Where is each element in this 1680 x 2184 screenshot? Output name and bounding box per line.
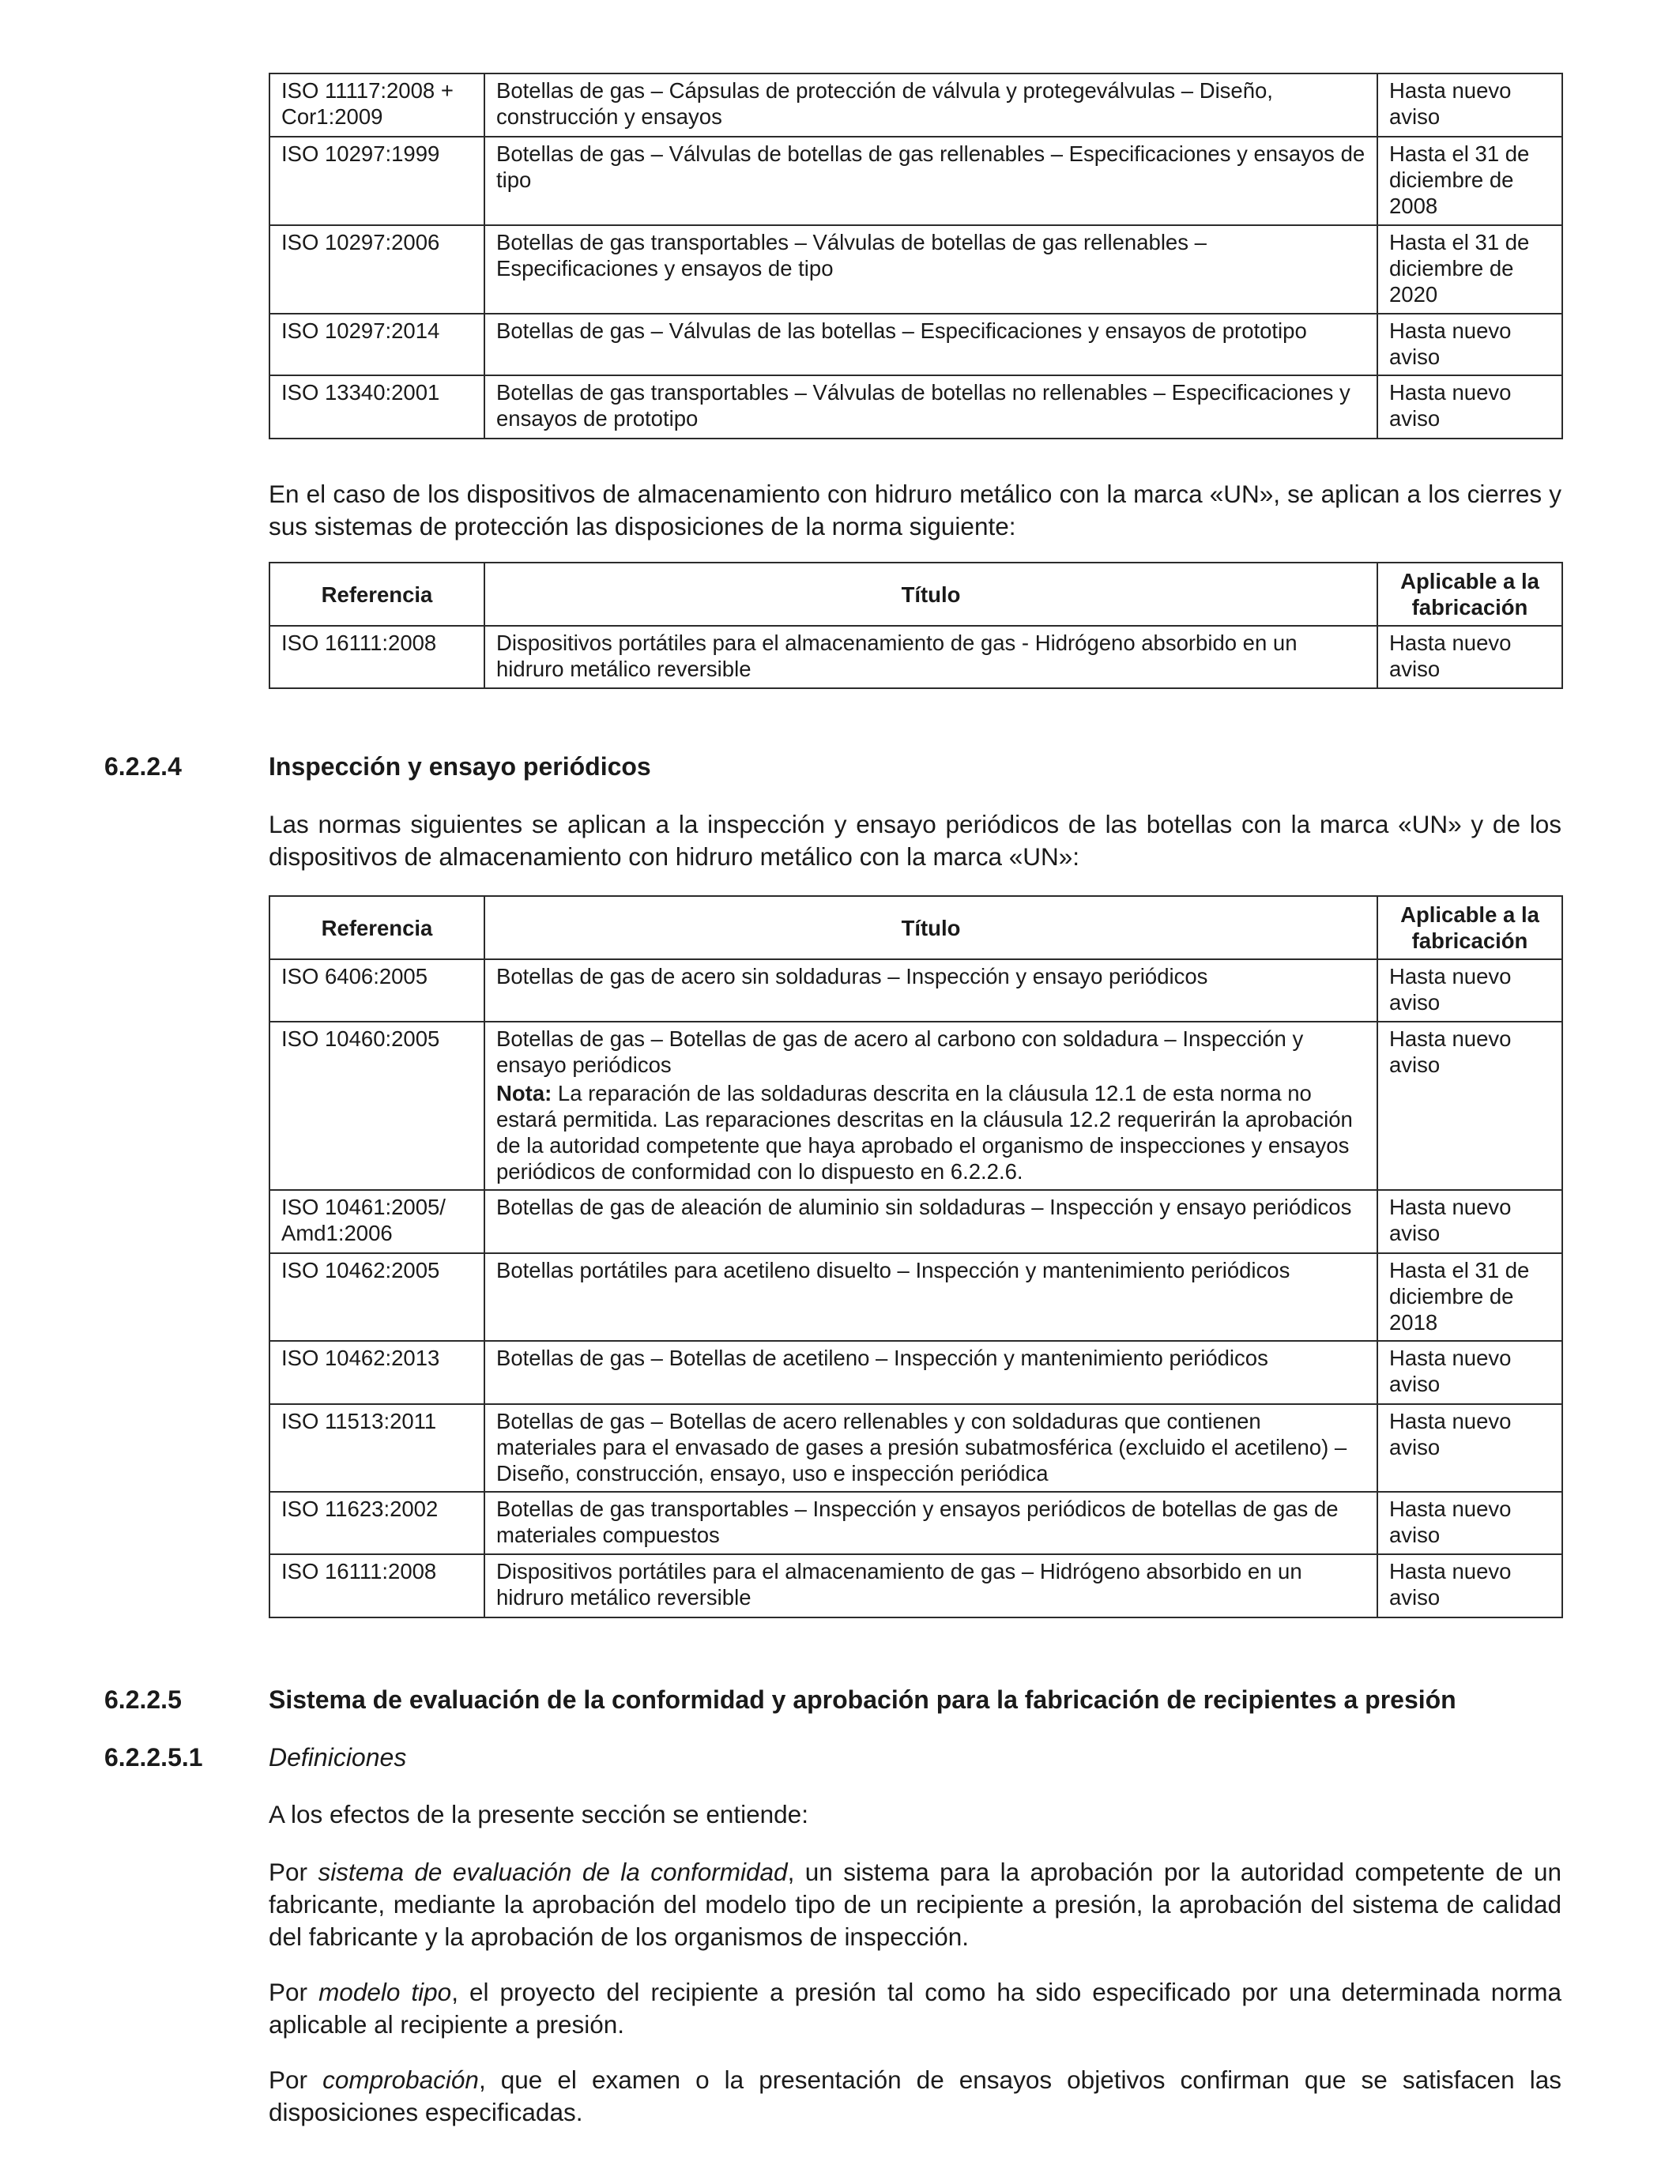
- title-cell: Botellas de gas transportables – Válvulas de botellas no rellenables – Especificaciones y ensayos de prototipo: [484, 375, 1377, 439]
- hydride-intro-paragraph: En el caso de los dispositivos de almacenamiento con hidruro metálico con la marca «UN», se aplican a los cierres y sus sistemas de protección las disposiciones de la norma siguiente:: [269, 480, 1561, 540]
- section-title: Sistema de evaluación de la conformidad y aprobación para la fabricación de recipientes a presión: [269, 1685, 1456, 1714]
- subsection-number: 6.2.2.5.1: [104, 1743, 203, 1772]
- header-title: Título: [484, 563, 1377, 626]
- ref-cell: ISO 11513:2011: [269, 1404, 484, 1492]
- applicable-cell: Hasta nuevo aviso: [1377, 1022, 1562, 1190]
- title-cell: Botellas de gas transportables – Inspección y ensayos periódicos de botellas de gas de materiales compuestos: [484, 1492, 1377, 1554]
- header-applicable: Aplicable a la fabricación: [1377, 563, 1562, 626]
- header-applicable: Aplicable a la fabricación: [1377, 896, 1562, 959]
- applicable-cell: Hasta nuevo aviso: [1377, 73, 1562, 137]
- table-row: [269, 1554, 1562, 1617]
- table-row: [269, 1022, 1562, 1190]
- applicable-cell: Hasta nuevo aviso: [1377, 314, 1562, 375]
- applicable-cell: Hasta nuevo aviso: [1377, 1492, 1562, 1554]
- definition-design-type: [269, 1976, 1561, 2041]
- table-row: [269, 1404, 1562, 1492]
- table-header-row: [269, 563, 1562, 626]
- valves-standards-table: [269, 73, 1563, 439]
- inspection-intro-paragraph: Las normas siguientes se aplican a la inspección y ensayo periódicos de las botellas con la marca «UN» y de los dispositivos de almacenamiento con hidruro metálico con la marca «UN»:: [269, 810, 1561, 871]
- ref-cell: ISO 10461:2005/ Amd1:2006: [269, 1190, 484, 1253]
- table-row: [269, 1253, 1562, 1341]
- ref-cell: ISO 16111:2008: [269, 626, 484, 688]
- table-row: [269, 314, 1562, 375]
- table-row: [269, 626, 1562, 688]
- ref-cell: ISO 10297:2006: [269, 225, 484, 314]
- definition-text: , un sistema para la aprobación por la autoridad competente de un fabricante, mediante la aprobación del modelo tipo de un recipiente a presión, la aprobación del sistema de calidad del fabricante y la aprobación de los organismos de inspección.: [269, 1858, 1561, 1951]
- definition-verification: [269, 2064, 1561, 2129]
- ref-cell: ISO 10297:1999: [269, 137, 484, 225]
- title-cell: Botellas de gas – Cápsulas de protección de válvula y protegeválvulas – Diseño, construcción y ensayos: [484, 73, 1377, 137]
- definitions-intro: A los efectos de la presente sección se entiende:: [269, 1800, 808, 1828]
- applicable-cell: Hasta el 31 de diciembre de 2020: [1377, 225, 1562, 314]
- applicable-cell: Hasta nuevo aviso: [1377, 1341, 1562, 1404]
- table-row: [269, 1190, 1562, 1253]
- definition-prefix: Por: [269, 1858, 318, 1886]
- ref-cell: ISO 11623:2002: [269, 1492, 484, 1554]
- title-cell: Botellas de gas de aleación de aluminio sin soldaduras – Inspección y ensayo periódicos: [484, 1190, 1377, 1253]
- definition-term: sistema de evaluación de la conformidad: [318, 1858, 788, 1886]
- note-text: La reparación de las soldaduras descrita en la cláusula 12.1 de esta norma no estará permitida. Las reparaciones descritas en la cláusula 12.2 requerirán la aprobación de la autoridad competente que haya aprobado el organismo de inspecciones y ensayos periódicos de conformidad con lo dispuesto en 6.2.2.6.: [496, 1081, 1353, 1184]
- title-cell: Botellas de gas – Válvulas de botellas de gas rellenables – Especificaciones y ensayos de tipo: [484, 137, 1377, 225]
- definition-term: comprobación: [322, 2065, 479, 2094]
- definition-text: , el proyecto del recipiente a presión tal como ha sido especificado por una determinada norma aplicable al recipiente a presión.: [269, 1978, 1561, 2039]
- applicable-cell: Hasta el 31 de diciembre de 2008: [1377, 137, 1562, 225]
- applicable-cell: Hasta nuevo aviso: [1377, 375, 1562, 439]
- note: [496, 1080, 1365, 1184]
- title-cell: Botellas de gas de acero sin soldaduras – Inspección y ensayo periódicos: [484, 959, 1377, 1022]
- title-cell: Botellas de gas – Botellas de acetileno – Inspección y mantenimiento periódicos: [484, 1341, 1377, 1404]
- note-label: Nota:: [496, 1081, 552, 1105]
- title-cell: Botellas de gas – Válvulas de las botellas – Especificaciones y ensayos de prototipo: [484, 314, 1377, 375]
- table-row: [269, 225, 1562, 314]
- table-row: [269, 73, 1562, 137]
- table-row: [269, 375, 1562, 439]
- section-title: Inspección y ensayo periódicos: [269, 752, 651, 781]
- ref-cell: ISO 6406:2005: [269, 959, 484, 1022]
- title-cell: Botellas portátiles para acetileno disuelto – Inspección y mantenimiento periódicos: [484, 1253, 1377, 1341]
- applicable-cell: Hasta nuevo aviso: [1377, 1554, 1562, 1617]
- table-header-row: [269, 896, 1562, 959]
- definition-prefix: Por: [269, 1978, 319, 2006]
- definition-text: , que el examen o la presentación de ensayos objetivos confirman que se satisfacen las disposiciones especificadas.: [269, 2065, 1562, 2126]
- definition-term: modelo tipo: [318, 1978, 452, 2006]
- applicable-cell: Hasta nuevo aviso: [1377, 626, 1562, 688]
- subsection-title: Definiciones: [269, 1743, 407, 1772]
- definition-conformity-system: [269, 1856, 1561, 1953]
- section-number: 6.2.2.5: [104, 1685, 182, 1714]
- header-reference: Referencia: [269, 563, 484, 626]
- title-cell: Dispositivos portátiles para el almacenamiento de gas - Hidrógeno absorbido en un hidruro metálico reversible: [484, 626, 1377, 688]
- table-row: [269, 137, 1562, 225]
- hydride-standards-table: [269, 562, 1563, 689]
- definition-prefix: Por: [269, 2065, 323, 2094]
- title-cell: Botellas de gas transportables – Válvulas de botellas de gas rellenables – Especificaciones y ensayos de tipo: [484, 225, 1377, 314]
- header-title: Título: [484, 896, 1377, 959]
- applicable-cell: Hasta nuevo aviso: [1377, 1190, 1562, 1253]
- ref-cell: ISO 11117:2008 + Cor1:2009: [269, 73, 484, 137]
- ref-cell: ISO 10460:2005: [269, 1022, 484, 1190]
- title-cell: Dispositivos portátiles para el almacenamiento de gas – Hidrógeno absorbido en un hidruro metálico reversible: [484, 1554, 1377, 1617]
- ref-cell: ISO 10462:2013: [269, 1341, 484, 1404]
- title-cell: Botellas de gas – Botellas de acero rellenables y con soldaduras que contienen materiales para el envasado de gases a presión subatmosférica (excluido el acetileno) – Diseño, construcción, ensayo, uso e inspección periódica: [484, 1404, 1377, 1492]
- ref-cell: ISO 16111:2008: [269, 1554, 484, 1617]
- applicable-cell: Hasta nuevo aviso: [1377, 1404, 1562, 1492]
- inspection-standards-table: [269, 895, 1563, 1618]
- ref-cell: ISO 10297:2014: [269, 314, 484, 375]
- table-row: [269, 1492, 1562, 1554]
- table-row: [269, 1341, 1562, 1404]
- applicable-cell: Hasta nuevo aviso: [1377, 959, 1562, 1022]
- ref-cell: ISO 13340:2001: [269, 375, 484, 439]
- table-row: [269, 959, 1562, 1022]
- applicable-cell: Hasta el 31 de diciembre de 2018: [1377, 1253, 1562, 1341]
- title-cell: [484, 1022, 1377, 1190]
- header-reference: Referencia: [269, 896, 484, 959]
- title-text: Botellas de gas – Botellas de gas de acero al carbono con soldadura – Inspección y ensayo periódicos: [496, 1026, 1304, 1077]
- ref-cell: ISO 10462:2005: [269, 1253, 484, 1341]
- section-number: 6.2.2.4: [104, 752, 182, 781]
